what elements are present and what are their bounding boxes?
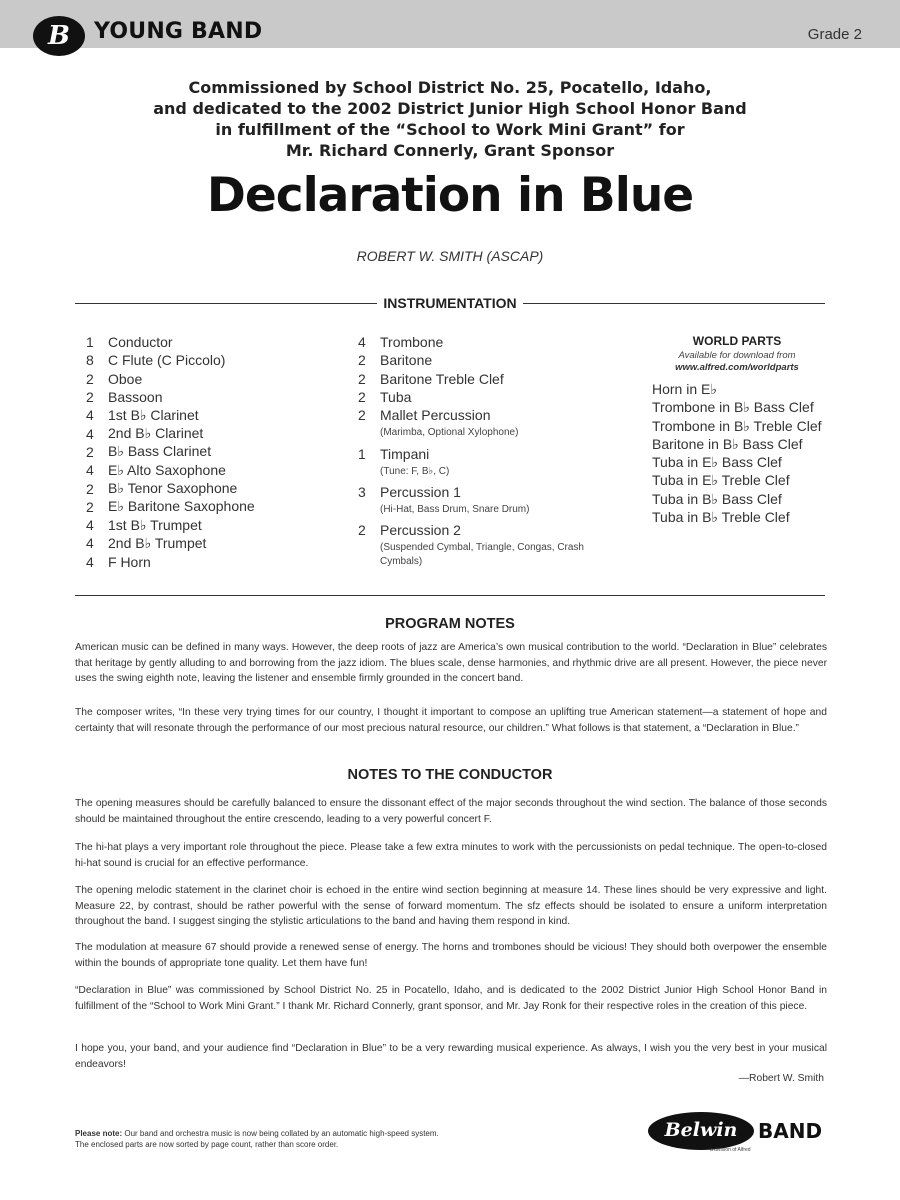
list-item	[86, 498, 255, 516]
conductor-notes-paragraph: “Declaration in Blue” was commissioned by School District No. 25 in Pocatello, Idaho, and is dedicated to the 2002 District Junior High School Honor Band in fulfillment of the “School to Work Mini Grant.” I thank Mr. Richard Connerly, grant sponsor, and Mr. Jay Ronk for their respective roles in the creation of this piece.	[75, 985, 827, 1012]
signoff: —Robert W. Smith	[738, 1073, 824, 1084]
section-divider	[75, 595, 825, 596]
instrument-name: Baritone	[380, 352, 433, 369]
publisher-sub: a division of Alfred	[710, 1147, 751, 1153]
list-item	[86, 333, 255, 351]
instrumentation-heading: INSTRUMENTATION	[377, 295, 522, 311]
part-count: 4	[86, 553, 94, 570]
world-parts	[652, 334, 822, 527]
list-item	[86, 388, 255, 406]
part-count: 2	[86, 480, 94, 497]
part-count: 4	[86, 462, 94, 479]
dedication-line: Commissioned by School District No. 25, Pocatello, Idaho,	[188, 78, 712, 97]
series-name: YOUNG BAND	[94, 19, 263, 44]
program-notes-heading: PROGRAM NOTES	[385, 616, 515, 632]
footer-note	[75, 1128, 439, 1150]
publisher-logo	[648, 1110, 828, 1154]
part-count: 2	[358, 370, 366, 387]
list-item	[86, 351, 255, 369]
footer-note-line: Our band and orchestra music is now being collated by an automatic high-speed system.	[122, 1129, 439, 1138]
instrument-note: (Marimba, Optional Xylophone)	[380, 427, 519, 439]
part-count: 4	[86, 535, 94, 552]
dedication-line: in fulfillment of the “School to Work Mini Grant” for	[215, 120, 685, 139]
conductor-notes-heading: NOTES TO THE CONDUCTOR	[347, 767, 553, 783]
instrument-name: 1st B♭ Trumpet	[108, 516, 202, 533]
list-item: Tuba in E♭ Treble Clef	[652, 472, 790, 489]
program-notes-paragraph: The composer writes, “In these very trying times for our country, I thought it important to compose an uplifting true American statement—a statement of hope and certainty that will resonate through the performance of our most precious natural resource, our children.” What follows is that statement, a “Declaration in Blue.”	[75, 707, 827, 734]
list-item	[358, 333, 628, 351]
part-count: 2	[86, 389, 94, 406]
world-parts-heading: WORLD PARTS	[692, 334, 782, 348]
list-item	[358, 483, 628, 501]
instrument-name: Baritone Treble Clef	[380, 370, 504, 387]
footer-note-label: Please note:	[75, 1129, 123, 1138]
instrument-name: E♭ Baritone Saxophone	[108, 498, 255, 515]
instrument-name: E♭ Alto Saxophone	[108, 461, 226, 478]
part-count: 4	[358, 334, 366, 351]
instrument-note: (Tune: F, B♭, C)	[380, 465, 450, 477]
part-count: 1	[358, 445, 366, 462]
world-parts-url: www.alfred.com/worldparts	[675, 362, 799, 373]
list-item	[86, 406, 255, 424]
list-item	[86, 461, 255, 479]
part-count: 2	[358, 352, 366, 369]
part-count: 2	[358, 407, 366, 424]
part-count: 4	[86, 425, 94, 442]
part-count: 2	[358, 389, 366, 406]
list-item: Tuba in E♭ Bass Clef	[652, 454, 782, 471]
world-parts-list	[652, 381, 822, 527]
series-logo-icon: B	[33, 16, 85, 56]
part-count: 4	[86, 517, 94, 534]
instrument-name: 2nd B♭ Trumpet	[108, 534, 207, 551]
grade-label: Grade 2	[807, 26, 862, 43]
instrument-column-2	[358, 333, 628, 573]
instrument-name: Oboe	[108, 370, 143, 387]
dedication-line: Mr. Richard Connerly, Grant Sponsor	[285, 141, 615, 160]
part-count: 2	[86, 443, 94, 460]
dedication	[0, 77, 900, 161]
conductor-notes-paragraph: The modulation at measure 67 should provide a renewed sense of energy. The horns and trombones should be vicious! They should both overpower the ensemble within the bounds of appropriate tone quality. Let them have fun!	[75, 942, 827, 969]
part-count: 1	[86, 334, 94, 351]
instrument-note: (Hi-Hat, Bass Drum, Snare Drum)	[380, 504, 530, 516]
instrument-name: F Horn	[108, 553, 151, 570]
part-count: 8	[86, 352, 94, 369]
instrument-note: (Suspended Cymbal, Triangle, Congas, Crash Cymbals)	[380, 542, 584, 568]
list-item	[86, 534, 255, 552]
list-item	[358, 351, 628, 369]
instrument-name: Percussion 1	[380, 483, 461, 500]
publisher-band: BAND	[758, 1119, 823, 1143]
world-parts-note: Available for download from	[678, 350, 796, 361]
footer-note-line: The enclosed parts are now sorted by page count, rather than score order.	[75, 1140, 339, 1149]
part-count: 2	[86, 370, 94, 387]
instrument-name: Trombone	[380, 334, 444, 351]
list-item	[86, 516, 255, 534]
part-count: 3	[358, 483, 366, 500]
instrumentation-divider	[75, 294, 825, 314]
list-item: Horn in E♭	[652, 381, 717, 397]
list-item: Trombone in B♭ Treble Clef	[652, 417, 822, 434]
list-item	[86, 443, 255, 461]
list-item	[86, 479, 255, 497]
list-item	[358, 444, 628, 462]
instrument-column-1	[86, 333, 255, 571]
composer: ROBERT W. SMITH (ASCAP)	[356, 248, 544, 264]
instrument-name: Conductor	[108, 334, 173, 351]
instrument-name: B♭ Bass Clarinet	[108, 443, 212, 460]
part-count: 2	[358, 522, 366, 539]
instrument-name: Percussion 2	[380, 522, 461, 539]
conductor-notes-paragraph: The hi-hat plays a very important role throughout the piece. Please take a few extra minutes to work with the percussionists on pedal technique. The open-to-closed hi-hat sound is crucial for an effective performance.	[75, 842, 827, 869]
list-item: Tuba in B♭ Treble Clef	[652, 509, 790, 526]
part-count: 2	[86, 498, 94, 515]
list-item	[358, 406, 628, 424]
list-item	[86, 424, 255, 442]
list-item	[86, 553, 255, 571]
list-item	[358, 370, 628, 388]
instrument-name: Mallet Percussion	[380, 407, 491, 424]
list-item: Trombone in B♭ Bass Clef	[652, 399, 814, 416]
list-item	[358, 388, 628, 406]
program-notes-paragraph: American music can be defined in many ways. However, the deep roots of jazz are America’s own musical contribution to the world. “Declaration in Blue” celebrates that heritage by gently alluding to and borrowing from the jazz idiom. The blues scale, dense harmonies, and rhythmic drive are all present. However, the piece never uses the swing eighth note, leaving the listener and ensemble firmly grounded in the concert band.	[75, 642, 827, 684]
instrument-name: 2nd B♭ Clarinet	[108, 425, 204, 442]
list-item: Baritone in B♭ Bass Clef	[652, 435, 803, 452]
belwin-logo-icon: Belwin	[648, 1112, 754, 1150]
part-count: 4	[86, 407, 94, 424]
instrument-name: 1st B♭ Clarinet	[108, 406, 199, 423]
instrument-name: B♭ Tenor Saxophone	[108, 480, 238, 497]
instrument-name: Timpani	[380, 445, 430, 462]
dedication-line: and dedicated to the 2002 District Junior High School Honor Band	[153, 99, 747, 118]
instrument-name: Tuba	[380, 389, 412, 406]
conductor-notes-paragraph: I hope you, your band, and your audience find “Declaration in Blue” to be a very rewarding musical experience. As always, I wish you the very best in your musical endeavors!	[75, 1043, 827, 1070]
list-item	[86, 370, 255, 388]
list-item: Tuba in B♭ Bass Clef	[652, 490, 782, 507]
instrument-name: C Flute (C Piccolo)	[108, 352, 226, 369]
conductor-notes-paragraph: The opening melodic statement in the clarinet choir is echoed in the entire wind section beginning at measure 14. These lines should be very expressive and light. Measure 22, by contrast, should be rather powerful with the sense of forward momentum. The sfz effects should be isolated to ensure a uniform interpretation throughout the band. I suggest singing the stylistic articulations to the band and having them respond in kind.	[75, 885, 827, 927]
instrument-name: Bassoon	[108, 389, 163, 406]
conductor-notes-paragraph: The opening measures should be carefully balanced to ensure the dissonant effect of the major seconds throughout the wind section. The balance of those seconds should be maintained throughout the entire crescendo, leading to a very powerful concert F.	[75, 798, 827, 825]
page-title: Declaration in Blue	[206, 168, 694, 223]
list-item	[358, 521, 628, 539]
